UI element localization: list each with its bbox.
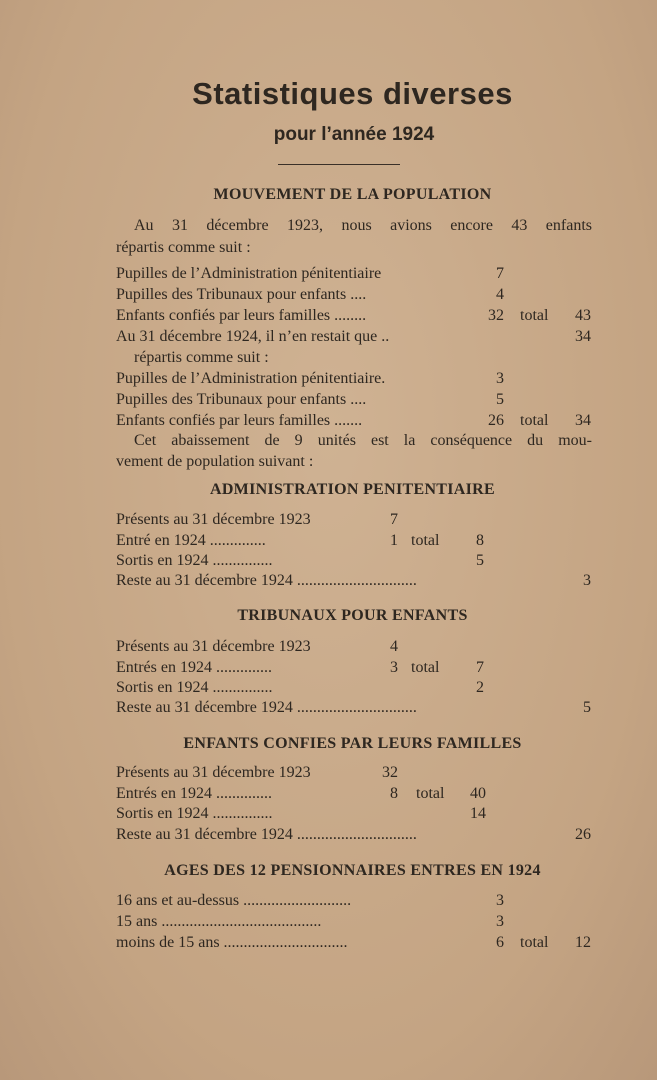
section-heading-tribunaux: TRIBUNAUX POUR ENFANTS (237, 607, 468, 624)
table-row (116, 390, 592, 410)
row-value: 6 (496, 934, 504, 951)
row-total-label: total (520, 412, 549, 429)
row-label: Reste au 31 décembre 1924 .............................. (116, 826, 417, 843)
table-row (116, 510, 592, 530)
page-subtitle: pour l’année 1924 (273, 124, 435, 145)
row-total: 12 (575, 934, 591, 951)
row-label: Entrés en 1924 .............. (116, 659, 272, 676)
row-total: 7 (476, 659, 484, 676)
row-label: Présents au 31 décembre 1923 (116, 638, 311, 655)
row-label: 15 ans ........................................ (116, 913, 322, 930)
table-row (116, 658, 592, 678)
row-value: 5 (496, 391, 504, 408)
row-value: 26 (488, 412, 504, 429)
conclusion-line-1: Cet abaissement de 9 unités est la conséquence du mou- (134, 432, 592, 449)
row-label: Présents au 31 décembre 1923 (116, 764, 311, 781)
row-total: 5 (583, 699, 591, 716)
row-total-label: total (520, 307, 549, 324)
row-total-label: total (411, 532, 440, 549)
row-label: Enfants confiés par leurs familles ........ (116, 307, 367, 324)
row-label: Sortis en 1924 ............... (116, 805, 273, 822)
row-label: Pupilles de l’Administration pénitentiaire. (116, 370, 386, 387)
row-label: Au 31 décembre 1924, il n’en restait que .. (116, 328, 390, 345)
table-row (116, 678, 592, 698)
page-title: Statistiques diverses (192, 76, 513, 111)
row-value: 3 (496, 913, 504, 930)
row-label: Reste au 31 décembre 1924 .............................. (116, 572, 417, 589)
intro-line-3: répartis comme suit : (134, 349, 269, 366)
table-row (116, 369, 592, 389)
table-row (116, 825, 592, 845)
row-value: 3 (496, 370, 504, 387)
row-label: Pupilles de l’Administration pénitentiaire (116, 265, 382, 282)
row-total-label: total (411, 659, 440, 676)
row-label: Sortis en 1924 ............... (116, 552, 273, 569)
row-total-label: total (416, 785, 445, 802)
row-value: 8 (390, 785, 398, 802)
row-value: 3 (496, 892, 504, 909)
row-value: 4 (390, 638, 398, 655)
table-row (116, 327, 592, 347)
intro-line-2: répartis comme suit : (116, 239, 251, 256)
table-row (116, 763, 592, 783)
section-heading-ages: AGES DES 12 PENSIONNAIRES ENTRES EN 1924 (164, 862, 541, 879)
row-label: Entrés en 1924 .............. (116, 785, 272, 802)
table-row (116, 933, 592, 953)
row-total: 8 (476, 532, 484, 549)
row-total-label: total (520, 934, 549, 951)
row-total: 43 (575, 307, 591, 324)
row-total: 34 (575, 412, 591, 429)
row-value: 3 (390, 659, 398, 676)
row-total: 26 (575, 826, 591, 843)
table-row (116, 411, 592, 431)
table-row (116, 571, 592, 591)
row-total: 3 (583, 572, 591, 589)
row-total: 34 (575, 328, 591, 345)
table-row (116, 784, 592, 804)
section-heading-familles: ENFANTS CONFIES PAR LEURS FAMILLES (183, 735, 522, 752)
row-label: 16 ans et au-dessus ........................... (116, 892, 352, 909)
section-heading-administration: ADMINISTRATION PENITENTIAIRE (209, 481, 496, 498)
table-row (116, 912, 592, 932)
section-heading-mouvement: MOUVEMENT DE LA POPULATION (213, 186, 492, 203)
row-total: 2 (476, 679, 484, 696)
conclusion-line-2: vement de population suivant : (116, 453, 314, 470)
table-row (116, 264, 592, 284)
table-row (116, 804, 592, 824)
row-total: 5 (476, 552, 484, 569)
row-total: 40 (470, 785, 486, 802)
row-value: 4 (496, 286, 504, 303)
table-row (116, 306, 592, 326)
row-value: 32 (382, 764, 398, 781)
intro-line-1: Au 31 décembre 1923, nous avions encore 43 enfants (134, 217, 592, 234)
row-value: 7 (390, 511, 398, 528)
row-total: 14 (470, 805, 486, 822)
row-label: Pupilles des Tribunaux pour enfants .... (116, 286, 367, 303)
row-label: Reste au 31 décembre 1924 .............................. (116, 699, 417, 716)
row-label: Enfants confiés par leurs familles ....... (116, 412, 363, 429)
row-label: Sortis en 1924 ............... (116, 679, 273, 696)
table-row (116, 891, 592, 911)
row-label: Pupilles des Tribunaux pour enfants .... (116, 391, 367, 408)
row-value: 7 (496, 265, 504, 282)
table-row (116, 285, 592, 305)
row-label: Présents au 31 décembre 1923 (116, 511, 311, 528)
title-divider (278, 164, 400, 165)
row-label: moins de 15 ans ............................... (116, 934, 348, 951)
table-row (116, 531, 592, 551)
table-row (116, 698, 592, 718)
row-value: 1 (390, 532, 398, 549)
row-value: 32 (488, 307, 504, 324)
table-row (116, 551, 592, 571)
row-label: Entré en 1924 .............. (116, 532, 266, 549)
table-row (116, 637, 592, 657)
